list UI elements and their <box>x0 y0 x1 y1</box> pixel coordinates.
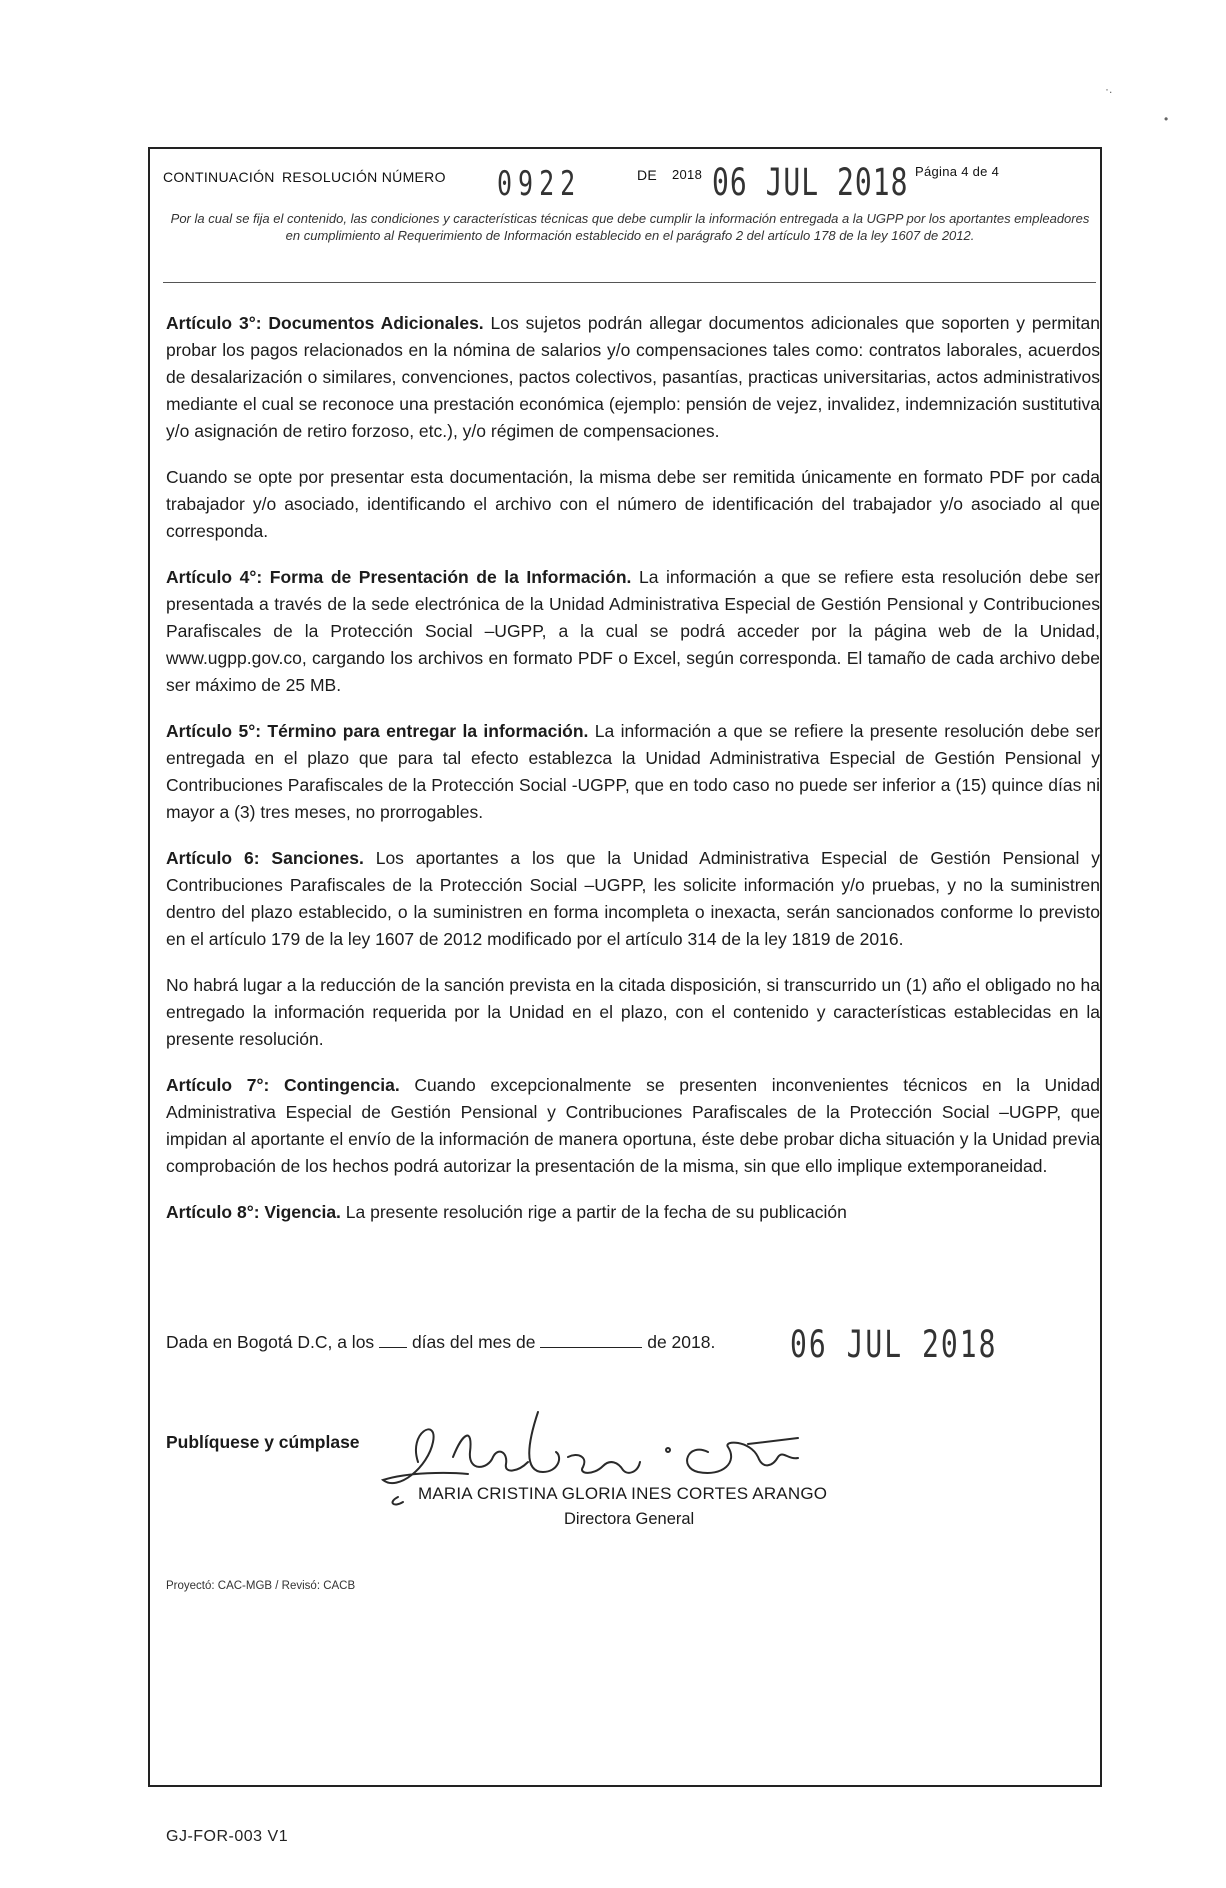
month-blank <box>540 1332 642 1348</box>
article-text: La presente resolución rige a partir de la fecha de su publicación <box>345 1202 847 1222</box>
article-text: La información a que se refiere esta resolución debe ser presentada a través de la sede electrónica de la Unidad Administrativa Especial de Gestión Pensional y Contribuciones Parafiscales de la Protección Social –UGPP, a la cual se podrá acceder por la página web de la Unidad, www.ugpp.gov.co, cargando los archivos en formato PDF o Excel, según corresponda. El tamaño de cada archivo debe ser máximo de 25 MB. <box>166 567 1100 695</box>
year-small: 2018 <box>672 167 703 182</box>
article-title: Artículo 4°: Forma de Presentación de la Información. <box>166 567 632 587</box>
article-title: Artículo 3°: Documentos Adicionales. <box>166 313 484 333</box>
continuation-label: CONTINUACIÓN <box>163 169 275 185</box>
resolution-subtitle: Por la cual se fija el contenido, las condiciones y características técnicas que debe cumplir la información entregada a la UGPP por los aportantes empleadores en cumplimiento al Requerimiento de Información establecido en el parágrafo 2 del artículo 178 de la ley 1607 de 2012. <box>170 211 1090 243</box>
article-6-paragraph-2 <box>166 972 1100 1053</box>
article-title: Artículo 7°: Contingencia. <box>166 1075 400 1095</box>
dated-prefix: Dada en Bogotá D.C, a los <box>166 1332 375 1352</box>
article-3 <box>166 310 1100 445</box>
article-title: Artículo 5°: Término para entregar la información. <box>166 721 589 741</box>
page-number: Página 4 de 4 <box>915 164 1000 179</box>
closing-formula: Publíquese y cúmplase <box>166 1432 360 1452</box>
article-7 <box>166 1072 1100 1180</box>
form-code: GJ-FOR-003 V1 <box>166 1828 289 1845</box>
article-4 <box>166 564 1100 699</box>
article-title: Artículo 6: Sanciones. <box>166 848 364 868</box>
header-divider <box>163 282 1096 283</box>
dated-line <box>166 1332 715 1353</box>
day-blank <box>379 1332 407 1348</box>
article-6 <box>166 845 1100 953</box>
article-text: Los sujetos podrán allegar documentos adicionales que soporten y permitan probar los pagos relacionados en la nómina de salarios y/o compensaciones tales como: contratos laborales, acuerdos de desalarización o similares, convenciones, pactos colectivos, pasantías, practicas universitarias, actos administrativos mediante el cual se reconoce una prestación económica (ejemplo: pensión de vejez, invalidez, indemnización sustitutiva y/o asignación de retiro forzoso, etc.), y/o régimen de compensaciones. <box>166 313 1100 441</box>
dated-middle: días del mes de <box>411 1332 536 1352</box>
de-label: DE <box>637 167 658 183</box>
article-text: Cuando excepcionalmente se presenten inconvenientes técnicos en la Unidad Administrativa Especial de Gestión Pensional y Contribuciones Parafiscales de la Protección Social –UGPP, que impidan al aportante el envío de la información de manera oportuna, éste debe probar dicha situación y la Unidad previa comprobación de los hechos podrá autorizar la presentación de la misma, sin que ello implique extemporaneidad. <box>166 1075 1100 1176</box>
signer-name: MARIA CRISTINA GLORIA INES CORTES ARANGO <box>418 1484 828 1503</box>
article-text: Los aportantes a los que la Unidad Administrativa Especial de Gestión Pensional y Contribuciones Parafiscales de la Protección Social –UGPP, les solicite información y/o pruebas, y no la suministren dentro del plazo establecido, o la suministren en forma incompleta o inexacta, serán sancionados conforme lo previsto en el artículo 179 de la ley 1607 de 2012 modificado por el artículo 314 de la ley 1819 de 2016. <box>166 848 1100 949</box>
resolution-number-stamp: 0922 <box>497 164 582 204</box>
signer-role: Directora General <box>564 1510 695 1528</box>
article-text: Cuando se opte por presentar esta documentación, la misma debe ser remitida únicamente en formato PDF por cada trabajador y/o asociado, identificando el archivo con el número de identificación del trabajador y/o asociado al que corresponda. <box>166 467 1100 541</box>
resolution-number-label: RESOLUCIÓN NÚMERO <box>282 169 446 185</box>
drafting-note: Proyectó: CAC-MGB / Revisó: CACB <box>166 1580 356 1592</box>
article-title: Artículo 8°: Vigencia. <box>166 1202 341 1222</box>
article-5 <box>166 718 1100 826</box>
dated-suffix: de 2018. <box>647 1332 716 1352</box>
article-text: La información a que se refiere la presente resolución debe ser entregada en el plazo que para tal efecto establezca la Unidad Administrativa Especial de Gestión Pensional y Contribuciones Parafiscales de la Protección Social -UGPP, que en todo caso no puede ser inferior a (15) quince días ni mayor a (3) tres meses, no prorrogables. <box>166 721 1100 822</box>
article-3-paragraph-2 <box>166 464 1100 545</box>
scan-artifact-dot: • <box>1164 112 1169 126</box>
article-text: No habrá lugar a la reducción de la sanción prevista en la citada disposición, si transcurrido un (1) año el obligado no ha entregado la información requerida por la Unidad en el plazo, con el contenido y características establecidas en la presente resolución. <box>166 975 1100 1049</box>
dated-date-stamp: 06 JUL 2018 <box>790 1322 998 1367</box>
article-8 <box>166 1199 1100 1226</box>
articles-body <box>166 310 1100 1245</box>
header-date-stamp: 06 JUL 2018 <box>712 160 909 205</box>
scan-artifact-mark: ·. <box>1105 82 1113 96</box>
